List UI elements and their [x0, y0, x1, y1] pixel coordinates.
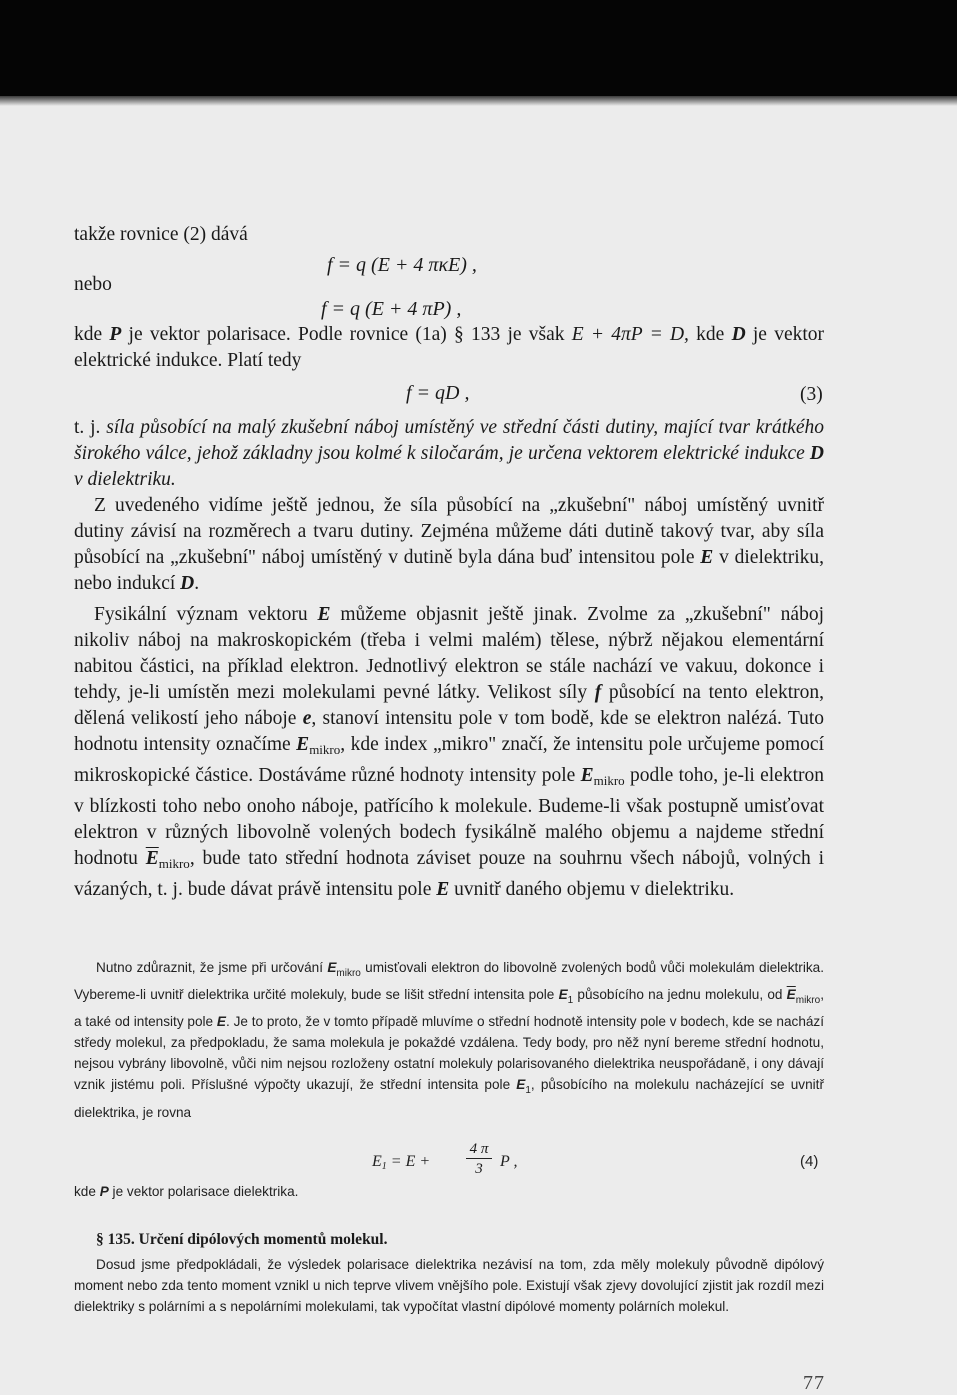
- equation-2: f = q (E + 4 πP) ,: [321, 298, 462, 320]
- book-page: takže rovnice (2) dává f = q (E + 4 πκE) , nebo f = q (E + 4 πP) , kde P je vektor polarisace. Podle rovnice (1a) § 133 je však E + 4πP = D, kde D je vektor elektrické indukce. Platí tedy f = qD , (3) t. j. síla působící na malý zkušební náboj umístěný ve střední části dutiny, mající tvar krátkého širokého válce, jehož základny jsou kolmé k siločarám, je určena vektorem elektrické indukce D v dielektriku. Z uvedeného vidíme ještě jednou, že síla působící na „zkušební" náboj umístěný uvnitř dutiny závisí na rozměrech a tvaru dutiny. Zejména můžeme dáti dutině takový tvar, aby síla působící na „zkušební" náboj umístěný v dutině byla dána buď intensitou pole E v dielektriku, nebo indukcí D. Fysikální význam vektoru E můžeme objasnit ještě jinak. Zvolme za „zkušební" náboj nikoliv náboj na makroskopickém (třeba i velmi malém) tělese, nýbrž nějakou elementární nabitou částici, na příklad elektron. Jednotlivý elektron se stále nachází ve vakuu, dokonce i tehdy, je-li umístěn mezi molekulami pevné látky. Velikost síly f působící na tento elektron, dělená velikostí jeho náboje e, stanoví intensitu pole v tom bodě, kde se elektron nalézá. Tuto hodnotu intensity označíme $E_{mikro}$, kde index „mikro" značí, že intensitu pole určujeme pomocí mikroskopické částice. Dostáváme různé hodnoty intensity pole $E_{mikro}$ podle toho, je-li elektron v blízkosti toho nebo onoho náboje, patřícího k molekule. Budeme-li však postupně umisťovat elektron v různých libovolně volených bodech fysikálně malého objemu a najdeme střední hodnotu $\overline{E}_{mikro}$, bude tato střední hodnota záviset pouze na souhrnu všech nábojů, volných i vázaných, t. j. bude dávat právě intensitu pole E uvnitř daného objemu v dielektriku. Nutno zdůraznit, že jsme při určování $E_{mikro}$ umisťovali elektron do libovolně zvolených bodů vůči molekulám dielektrika. Vybereme-li uvnitř dielektrika určité molekuly, bude se lišit střední intensita pole $E_1$ působícího na jednu molekulu, od $\overline{E}_{mikro}$, a také od intensity pole E. Je to proto, že v tomto případě mluvíme o střední hodnotě intensity pole v bodech, kde se nachází středy molekul, za předpokladu, že sama molekula je pokaždé vzdálena. Tedy body, pro něž nyní bereme střední hodnotu, nejsou vybrány libovolně, vůči nim nejsou rozloženy ostatní molekuly polarisovaného dielektrika neuspořádaně, i ony dávají vznik jistému poli. Příslušné výpočty ukazují, že střední intensita pole $E_1$, působícího na molekulu nacházející se uvnitř dielektrika, je rovna E1 = E + 4 π 3 P , (4) kde P je vektor polarisace dielektrika. § 135. Určení dipólových momentů molekul. Dosud jsme předpokládali, že výsledek polarisace dielektrika nezávisí na tom, zda měly molekuly původně dipólový moment nebo zda tento moment vznikl u nich teprve vlivem vnějšího pole. Existují však zjevy dovolující zjistit jak rozdíl mezi dielektriky s polárními a s nepolárními molekulami, tak vypočítat vlastní dipólové momenty polárních molekul. 77: [74, 224, 825, 1394]
- intro-line: takže rovnice (2) dává: [74, 224, 248, 245]
- paragraph-physical-meaning: Fysikální význam vektoru E můžeme objasnit ještě jinak. Zvolme za „zkušební" náboj nikoliv náboj na makroskopickém (třeba i velmi malém) tělese, nýbrž nějakou elementární nabitou částici, na příklad elektron. Jednotlivý elektron se stále nachází ve vakuu, dokonce i tehdy, je-li umístěn mezi molekulami pevné látky. Velikost síly f působící na tento elektron, dělená velikostí jeho náboje e, stanoví intensitu pole v tom bodě, kde se elektron nalézá. Tuto hodnotu intensity označíme $E_{mikro}$, kde index „mikro" značí, že intensitu pole určujeme pomocí mikroskopické částice. Dostáváme různé hodnoty intensity pole $E_{mikro}$ podle toho, je-li elektron v blízkosti toho nebo onoho náboje, patřícího k molekule. Budeme-li však postupně umisťovat elektron v různých libovolně volených bodech fysikálně malého objemu a najdeme střední hodnotu $\overline{E}_{mikro}$, bude tato střední hodnota záviset pouze na souhrnu všech nábojů, volných i vázaných, t. j. bude dávat právě intensitu pole E uvnitř daného objemu v dielektriku.: [74, 604, 824, 900]
- equation-4-number: (4): [800, 1153, 819, 1170]
- equation-3: f = qD ,: [406, 382, 470, 404]
- fraction-numerator: 4 π: [466, 1140, 492, 1159]
- equation-1: f = q (E + 4 πκE) ,: [327, 254, 477, 276]
- text-nebo: nebo: [74, 274, 112, 295]
- equation-3-number: (3): [800, 384, 823, 405]
- fraction-denominator: 3: [475, 1161, 483, 1177]
- section-body: Dosud jsme předpokládali, že výsledek polarisace dielektrika nezávisí na tom, zda měly molekuly původně dipólový moment nebo zda tento moment vznikl u nich teprve vlivem vnějšího pole. Existují však zjevy dovolující zjistit jak rozdíl mezi dielektriky s polárními a s nepolárními molekulami, tak vypočítat vlastní dipólové momenty polárních molekul.: [74, 1257, 824, 1315]
- paragraph-polarisation: kde P je vektor polarisace. Podle rovnice (1a) § 133 je však E + 4πP = D, kde D je vektor elektrické indukce. Platí tedy: [74, 324, 825, 371]
- paragraph-definition: t. j. síla působící na malý zkušební náboj umístěný ve střední části dutiny, mající tvar krátkého širokého válce, jehož základny jsou kolmé k siločarám, je určena vektorem elektrické indukce D v dielektriku.: [74, 417, 824, 490]
- after-equation-4: kde P je vektor polarisace dielektrika.: [74, 1184, 299, 1199]
- paragraph-cavity: Z uvedeného vidíme ještě jednou, že síla působící na „zkušební" náboj umístěný uvnitř dutiny závisí na rozměrech a tvaru dutiny. Zejména můžeme dáti dutině takový tvar, aby síla působící na „zkušební" náboj umístěný v dutině byla dána buď intensitou pole E v dielektriku, nebo indukcí D.: [74, 495, 824, 594]
- page-number: 77: [803, 1372, 825, 1394]
- footnote-remark: Nutno zdůraznit, že jsme při určování $E_{mikro}$ umisťovali elektron do libovolně zvolených bodů vůči molekulám dielektrika. Vybereme-li uvnitř dielektrika určité molekuly, bude se lišit střední intensita pole $E_1$ působícího na jednu molekulu, od $\overline{E}_{mikro}$, a také od intensity pole E. Je to proto, že v tomto případě mluvíme o střední hodnotě intensity pole v bodech, kde se nachází středy molekul, za předpokladu, že sama molekula je pokaždé vzdálena. Tedy body, pro něž nyní bereme střední hodnotu, nejsou vybrány libovolně, vůči nim nejsou rozloženy ostatní molekuly polarisovaného dielektrika neuspořádaně, i ony dávají vznik jistému poli. Příslušné výpočty ukazují, že střední intensita pole $E_1$, působícího na molekulu nacházející se uvnitř dielektrika, je rovna: [74, 960, 825, 1120]
- section-heading: § 135. Určení dipólových momentů molekul.: [96, 1231, 388, 1248]
